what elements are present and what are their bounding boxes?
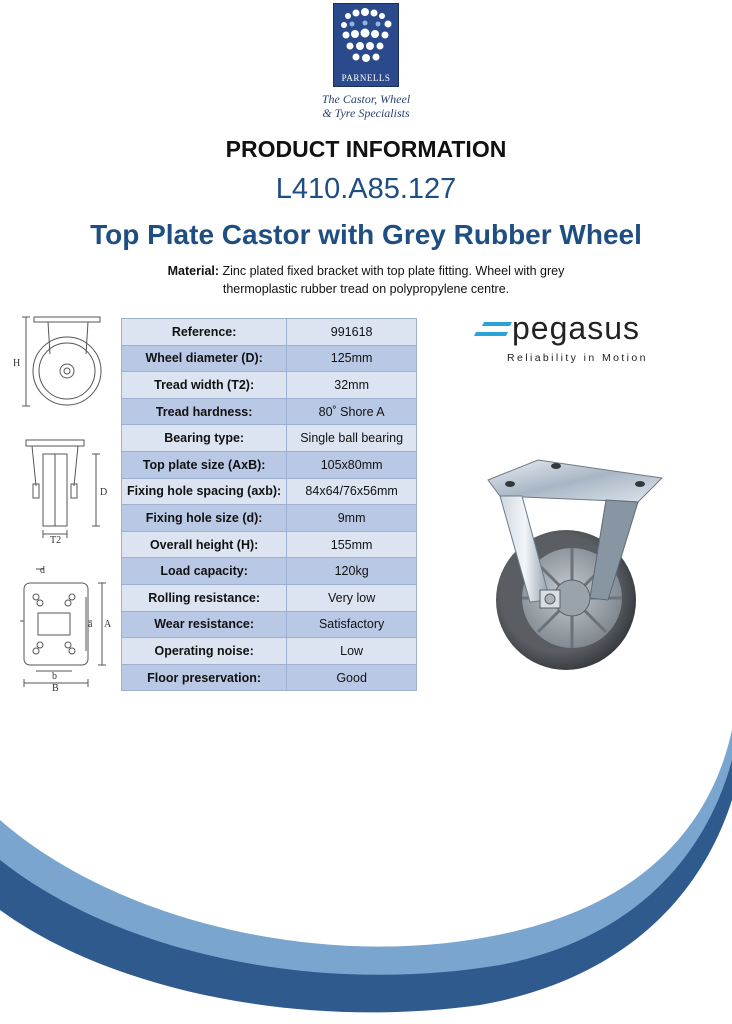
table-row [122,611,417,638]
front-view-drawing [20,438,110,546]
table-row [122,345,417,372]
table-row [122,638,417,665]
material-label: Material: [167,264,220,278]
spec-label: Overall height (H): [122,531,287,558]
spec-label: Rolling resistance: [122,584,287,611]
side-view-drawing [12,314,107,410]
product-code: L410.A85.127 [275,173,457,205]
dim-label-d-upper: D [100,487,108,498]
material-description [120,262,612,298]
spec-value: 991618 [287,319,417,346]
spec-label: Fixing hole spacing (axb): [122,478,287,505]
table-row [122,478,417,505]
spec-value: Single ball bearing [287,425,417,452]
spec-label: Reference: [122,319,287,346]
spec-value: Good [287,664,417,691]
castor-image [478,450,668,690]
dim-label-b-lower: b [52,671,57,682]
spec-value: 120kg [287,558,417,585]
spec-value: 32mm [287,372,417,399]
spec-value: 125mm [287,345,417,372]
spec-value: 9mm [287,505,417,532]
logo-tagline: The Castor, Wheel & Tyre Specialists [321,92,411,120]
spec-label: Wheel diameter (D): [122,345,287,372]
logo-brand: PARNELLS [341,73,391,83]
material-line1: Zinc plated fixed bracket with top plate fitting. Wheel with grey [219,264,565,278]
table-row [122,319,417,346]
dim-label-a-lower: a [88,619,93,630]
pegasus-wordmark: pegasus [512,310,640,346]
logo-dots-icon [334,4,400,74]
table-row [122,451,417,478]
pegasus-slogan: Reliability in Motion [507,352,648,364]
spec-table [121,318,417,691]
material-line2: thermoplastic rubber tread on polypropylene centre. [222,282,510,296]
spec-label: Floor preservation: [122,664,287,691]
dim-label-h: H [13,358,21,369]
table-row [122,505,417,532]
product-name: Top Plate Castor with Grey Rubber Wheel [90,219,642,250]
dim-label-a-upper: A [104,619,111,630]
table-row [122,584,417,611]
table-row [122,398,417,425]
spec-value: Very low [287,584,417,611]
dim-label-b-upper: B [52,683,59,693]
spec-label: Wear resistance: [122,611,287,638]
parnells-logo [333,3,399,87]
spec-value: 84x64/76x56mm [287,478,417,505]
spec-label: Operating noise: [122,638,287,665]
dim-label-t2: T2 [50,535,62,546]
pegasus-logo [474,310,654,370]
spec-value: 80˚ Shore A [287,398,417,425]
dim-label-d-lower: d [40,565,45,576]
spec-label: Load capacity: [122,558,287,585]
table-row [122,664,417,691]
table-row [122,558,417,585]
spec-label: Tread width (T2): [122,372,287,399]
spec-value: 105x80mm [287,451,417,478]
table-row [122,425,417,452]
spec-label: Top plate size (AxB): [122,451,287,478]
pegasus-stripes-icon [474,320,514,340]
section-title: PRODUCT INFORMATION [225,136,507,162]
spec-label: Tread hardness: [122,398,287,425]
spec-value: Low [287,638,417,665]
spec-label: Bearing type: [122,425,287,452]
top-view-drawing [16,563,111,693]
table-row [122,531,417,558]
table-row [122,372,417,399]
decorative-swoosh [0,700,732,1024]
spec-value: 155mm [287,531,417,558]
spec-value: Satisfactory [287,611,417,638]
spec-label: Fixing hole size (d): [122,505,287,532]
